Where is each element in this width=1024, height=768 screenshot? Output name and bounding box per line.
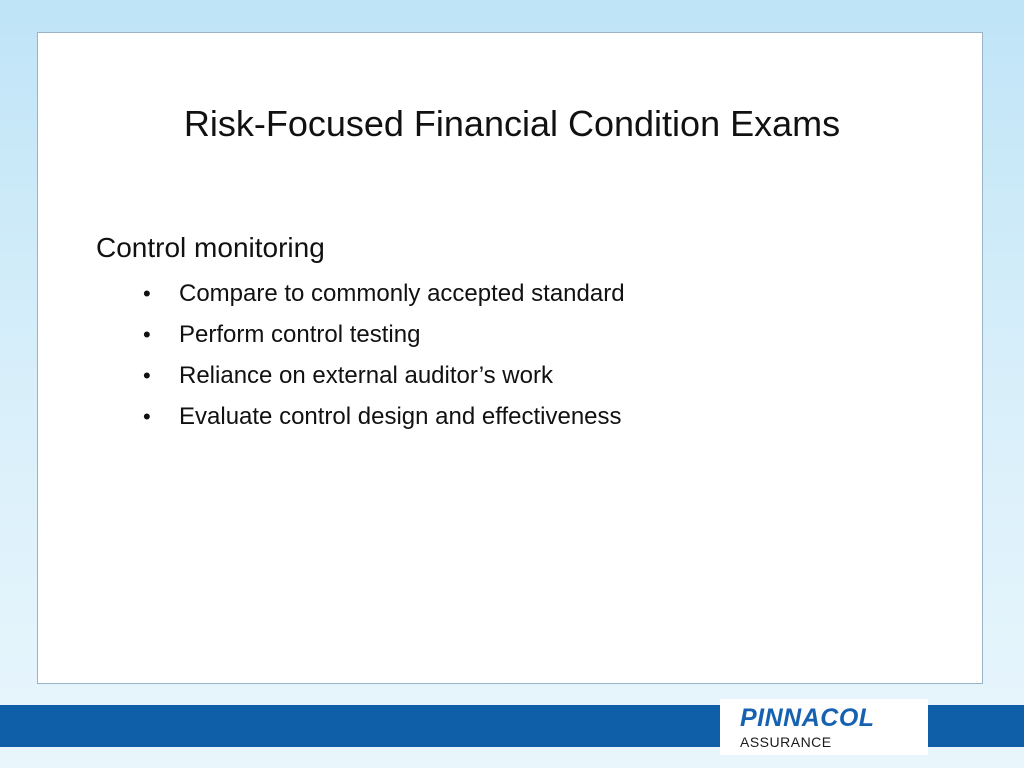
logo-wordmark: PINNACOL (740, 704, 875, 732)
bullet-icon: • (143, 281, 151, 306)
bullet-text: Evaluate control design and effectiveness (179, 403, 622, 430)
bullet-icon: • (143, 322, 151, 347)
bullet-text: Reliance on external auditor’s work (179, 362, 553, 389)
bullet-list (143, 278, 625, 442)
bullet-item (143, 360, 625, 401)
bullet-item (143, 278, 625, 319)
bullet-text: Compare to commonly accepted standard (179, 280, 625, 307)
bullet-icon: • (143, 404, 151, 429)
bullet-item (143, 319, 625, 360)
bullet-text: Perform control testing (179, 321, 421, 348)
logo-subtitle: ASSURANCE (740, 734, 832, 750)
section-heading: Control monitoring (96, 232, 325, 263)
bullet-icon: • (143, 363, 151, 388)
slide-title: Risk-Focused Financial Condition Exams (183, 103, 841, 144)
company-logo (720, 699, 928, 755)
bullet-item (143, 401, 625, 442)
